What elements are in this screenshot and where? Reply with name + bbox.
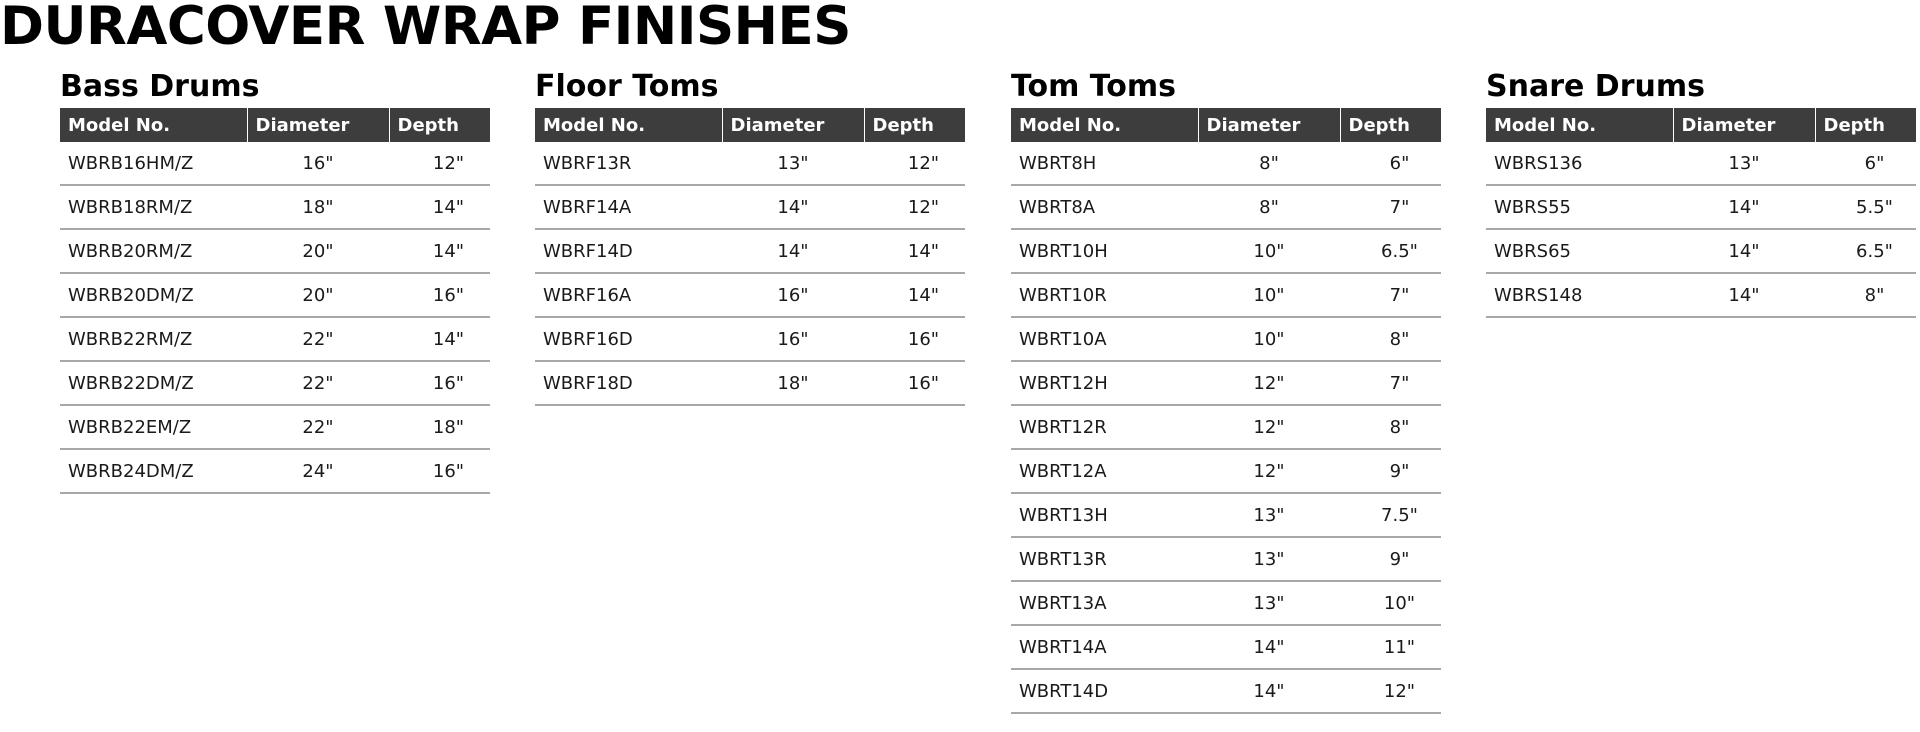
model-number-cell: WBRS55: [1486, 185, 1673, 229]
model-number-cell: WBRT13H: [1011, 493, 1198, 537]
model-number-cell: WBRS65: [1486, 229, 1673, 273]
column-header-model: Model No.: [1011, 108, 1198, 142]
model-number-cell: WBRT12A: [1011, 449, 1198, 493]
diameter-cell: 24": [247, 449, 389, 493]
model-number-cell: WBRF14D: [535, 229, 722, 273]
model-number-cell: WBRT12R: [1011, 405, 1198, 449]
depth-cell: 16": [389, 449, 490, 493]
column-header-model: Model No.: [60, 108, 247, 142]
section-title: Bass Drums: [60, 69, 260, 104]
column-header-depth: Depth: [1815, 108, 1916, 142]
diameter-cell: 13": [1673, 142, 1815, 185]
spec-table: [1486, 108, 1916, 318]
depth-cell: 12": [864, 185, 965, 229]
depth-cell: 7": [1340, 361, 1441, 405]
column-header-depth: Depth: [1340, 108, 1441, 142]
depth-cell: 6": [1815, 142, 1916, 185]
depth-cell: 16": [389, 361, 490, 405]
depth-cell: 14": [864, 229, 965, 273]
model-number-cell: WBRB16HM/Z: [60, 142, 247, 185]
depth-cell: 11": [1340, 625, 1441, 669]
diameter-cell: 12": [1198, 405, 1340, 449]
column-header-diameter: Diameter: [1198, 108, 1340, 142]
section-bass-drums: [60, 68, 490, 494]
spec-table: [535, 108, 965, 406]
depth-cell: 6.5": [1815, 229, 1916, 273]
section-title: Floor Toms: [535, 69, 719, 104]
table-row: [1011, 449, 1441, 493]
column-header-depth: Depth: [864, 108, 965, 142]
model-number-cell: WBRF16D: [535, 317, 722, 361]
page-title: DURACOVER WRAP FINISHES: [0, 0, 851, 57]
table-row: [1011, 273, 1441, 317]
depth-cell: 16": [864, 317, 965, 361]
depth-cell: 12": [1340, 669, 1441, 713]
depth-cell: 14": [389, 229, 490, 273]
table-row: [535, 142, 965, 185]
diameter-cell: 20": [247, 229, 389, 273]
diameter-cell: 14": [1673, 185, 1815, 229]
diameter-cell: 14": [722, 229, 864, 273]
diameter-cell: 16": [247, 142, 389, 185]
diameter-cell: 13": [722, 142, 864, 185]
table-row: [1011, 669, 1441, 713]
model-number-cell: WBRT10H: [1011, 229, 1198, 273]
table-row: [60, 273, 490, 317]
model-number-cell: WBRT10A: [1011, 317, 1198, 361]
model-number-cell: WBRT14D: [1011, 669, 1198, 713]
model-number-cell: WBRB20RM/Z: [60, 229, 247, 273]
table-row: [535, 317, 965, 361]
diameter-cell: 14": [1673, 273, 1815, 317]
depth-cell: 10": [1340, 581, 1441, 625]
depth-cell: 9": [1340, 449, 1441, 493]
table-header-row: [60, 108, 490, 142]
model-number-cell: WBRT10R: [1011, 273, 1198, 317]
table-row: [60, 361, 490, 405]
depth-cell: 5.5": [1815, 185, 1916, 229]
model-number-cell: WBRB22DM/Z: [60, 361, 247, 405]
model-number-cell: WBRT14A: [1011, 625, 1198, 669]
column-header-diameter: Diameter: [247, 108, 389, 142]
depth-cell: 6.5": [1340, 229, 1441, 273]
table-header-row: [1011, 108, 1441, 142]
table-row: [1011, 229, 1441, 273]
depth-cell: 7": [1340, 185, 1441, 229]
depth-cell: 8": [1815, 273, 1916, 317]
depth-cell: 16": [864, 361, 965, 405]
diameter-cell: 16": [722, 273, 864, 317]
table-row: [1486, 273, 1916, 317]
spec-table: [1011, 108, 1441, 714]
table-row: [1011, 581, 1441, 625]
table-row: [60, 229, 490, 273]
model-number-cell: WBRB22EM/Z: [60, 405, 247, 449]
column-header-diameter: Diameter: [722, 108, 864, 142]
diameter-cell: 12": [1198, 361, 1340, 405]
table-row: [1011, 361, 1441, 405]
model-number-cell: WBRS148: [1486, 273, 1673, 317]
diameter-cell: 20": [247, 273, 389, 317]
column-header-model: Model No.: [535, 108, 722, 142]
depth-cell: 12": [864, 142, 965, 185]
section-title: Tom Toms: [1011, 69, 1176, 104]
diameter-cell: 8": [1198, 185, 1340, 229]
model-number-cell: WBRB24DM/Z: [60, 449, 247, 493]
model-number-cell: WBRT12H: [1011, 361, 1198, 405]
model-number-cell: WBRF13R: [535, 142, 722, 185]
table-row: [1486, 142, 1916, 185]
diameter-cell: 18": [722, 361, 864, 405]
table-row: [1011, 317, 1441, 361]
section-snare-drums: [1486, 68, 1916, 318]
diameter-cell: 10": [1198, 229, 1340, 273]
table-row: [1486, 229, 1916, 273]
diameter-cell: 22": [247, 317, 389, 361]
model-number-cell: WBRB20DM/Z: [60, 273, 247, 317]
diameter-cell: 8": [1198, 142, 1340, 185]
depth-cell: 14": [864, 273, 965, 317]
model-number-cell: WBRT8A: [1011, 185, 1198, 229]
table-row: [535, 273, 965, 317]
model-number-cell: WBRF18D: [535, 361, 722, 405]
model-number-cell: WBRB22RM/Z: [60, 317, 247, 361]
diameter-cell: 14": [1198, 625, 1340, 669]
diameter-cell: 13": [1198, 581, 1340, 625]
table-row: [535, 229, 965, 273]
table-row: [535, 361, 965, 405]
table-row: [1011, 185, 1441, 229]
depth-cell: 12": [389, 142, 490, 185]
diameter-cell: 10": [1198, 317, 1340, 361]
depth-cell: 7": [1340, 273, 1441, 317]
diameter-cell: 16": [722, 317, 864, 361]
model-number-cell: WBRB18RM/Z: [60, 185, 247, 229]
diameter-cell: 14": [1198, 669, 1340, 713]
column-header-diameter: Diameter: [1673, 108, 1815, 142]
table-row: [1011, 493, 1441, 537]
table-row: [1011, 625, 1441, 669]
depth-cell: 14": [389, 185, 490, 229]
model-number-cell: WBRT13R: [1011, 537, 1198, 581]
table-row: [535, 185, 965, 229]
table-row: [1486, 185, 1916, 229]
depth-cell: 8": [1340, 317, 1441, 361]
table-row: [60, 185, 490, 229]
depth-cell: 8": [1340, 405, 1441, 449]
model-number-cell: WBRF14A: [535, 185, 722, 229]
diameter-cell: 12": [1198, 449, 1340, 493]
spec-table: [60, 108, 490, 494]
depth-cell: 16": [389, 273, 490, 317]
diameter-cell: 18": [247, 185, 389, 229]
depth-cell: 18": [389, 405, 490, 449]
model-number-cell: WBRT13A: [1011, 581, 1198, 625]
table-row: [1011, 142, 1441, 185]
table-header-row: [1486, 108, 1916, 142]
diameter-cell: 22": [247, 405, 389, 449]
model-number-cell: WBRF16A: [535, 273, 722, 317]
table-row: [60, 317, 490, 361]
table-row: [1011, 405, 1441, 449]
table-row: [60, 142, 490, 185]
table-row: [1011, 537, 1441, 581]
diameter-cell: 14": [722, 185, 864, 229]
depth-cell: 6": [1340, 142, 1441, 185]
diameter-cell: 14": [1673, 229, 1815, 273]
section-floor-toms: [535, 68, 965, 406]
diameter-cell: 22": [247, 361, 389, 405]
model-number-cell: WBRT8H: [1011, 142, 1198, 185]
table-row: [60, 449, 490, 493]
depth-cell: 9": [1340, 537, 1441, 581]
section-title: Snare Drums: [1486, 69, 1705, 104]
depth-cell: 7.5": [1340, 493, 1441, 537]
column-header-model: Model No.: [1486, 108, 1673, 142]
model-number-cell: WBRS136: [1486, 142, 1673, 185]
diameter-cell: 10": [1198, 273, 1340, 317]
depth-cell: 14": [389, 317, 490, 361]
section-tom-toms: [1011, 68, 1441, 714]
table-header-row: [535, 108, 965, 142]
diameter-cell: 13": [1198, 493, 1340, 537]
column-header-depth: Depth: [389, 108, 490, 142]
table-row: [60, 405, 490, 449]
diameter-cell: 13": [1198, 537, 1340, 581]
